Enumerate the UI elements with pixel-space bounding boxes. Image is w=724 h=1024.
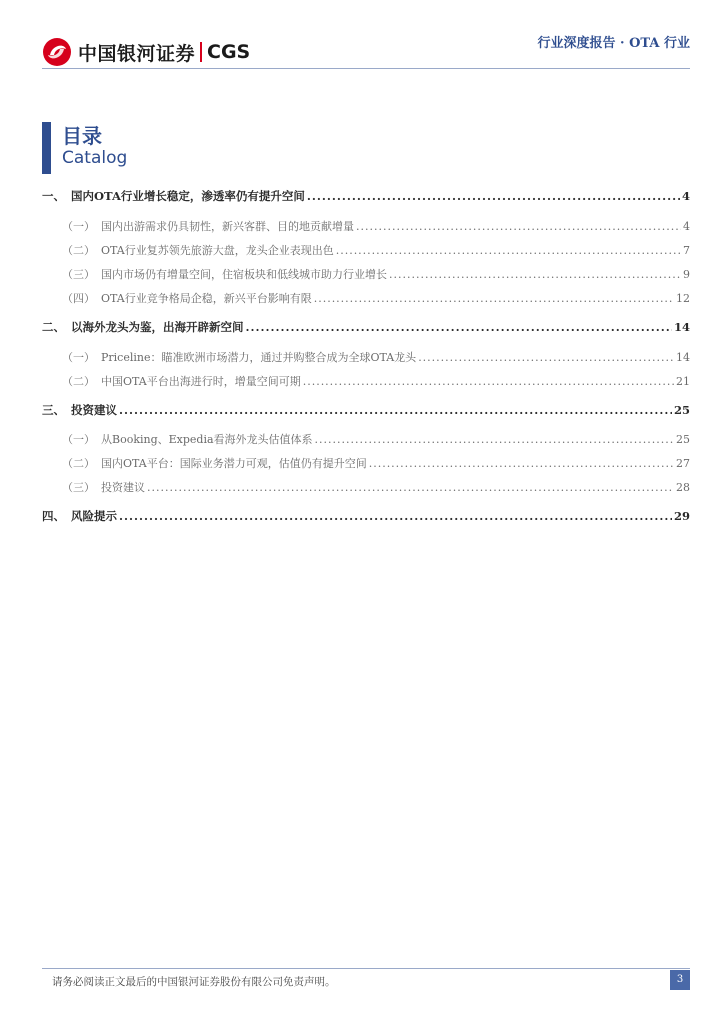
toc-number: （三） [62, 268, 95, 281]
toc-page: 7 [683, 244, 690, 257]
toc-page: 14 [673, 320, 690, 334]
toc-leader [119, 403, 672, 417]
toc-leader [369, 457, 674, 470]
footer-disclaimer: 请务必阅读正文最后的中国银河证券股份有限公司免责声明。 [52, 976, 336, 988]
page-number-badge: 3 [670, 970, 690, 990]
toc-number: （一） [62, 433, 95, 446]
logo-chinese-text: 中国银河证券 [78, 42, 196, 65]
toc-label: 国内出游需求仍具韧性，新兴客群、目的地贡献增量 [101, 220, 354, 233]
logo-english-text: CGS [207, 41, 251, 63]
toc-page: 27 [676, 457, 690, 470]
toc-page: 25 [676, 433, 690, 446]
title-accent-bar [42, 122, 51, 174]
toc-entry[interactable] [42, 479, 690, 499]
toc-entry[interactable] [42, 319, 690, 339]
toc-page: 4 [683, 220, 690, 233]
toc-leader [418, 351, 674, 364]
toc-number: （四） [62, 292, 95, 305]
toc-label: 从Booking、Expedia看海外龙头估值体系 [101, 433, 313, 446]
toc-page: 29 [673, 509, 690, 523]
footer-divider [42, 968, 690, 969]
toc-entry[interactable] [42, 242, 690, 262]
toc-page: 14 [676, 351, 690, 364]
toc-entry[interactable] [42, 373, 690, 393]
toc-page: 9 [683, 268, 690, 281]
toc-number: （一） [62, 220, 95, 233]
toc-leader [147, 481, 674, 494]
toc-leader [356, 220, 681, 233]
toc-entry[interactable] [42, 290, 690, 310]
toc-number: （三） [62, 481, 95, 494]
header-divider [42, 68, 690, 69]
toc-label: 风险提示 [71, 509, 117, 523]
toc-leader [246, 320, 672, 334]
toc-entry[interactable] [42, 508, 690, 528]
toc-number: （二） [62, 244, 95, 257]
toc-label: 国内市场仍有增量空间，住宿板块和低线城市助力行业增长 [101, 268, 387, 281]
catalog-title-en: Catalog [62, 148, 128, 168]
toc-label: OTA行业复苏领先旅游大盘，龙头企业表现出色 [101, 244, 334, 257]
toc-number: （二） [62, 375, 95, 388]
toc-leader [314, 292, 674, 305]
toc-leader [389, 268, 681, 281]
toc-page: 21 [676, 375, 690, 388]
toc-number: （一） [62, 351, 95, 364]
toc-label: Priceline：瞄准欧洲市场潜力，通过并购整合成为全球OTA龙头 [101, 351, 417, 364]
toc-page: 12 [676, 292, 690, 305]
toc-page: 28 [676, 481, 690, 494]
toc-label: 以海外龙头为鉴，出海开辟新空间 [71, 320, 244, 334]
toc-label: 投资建议 [71, 403, 117, 417]
report-tag: 行业深度报告 · OTA 行业 [537, 36, 690, 51]
toc-leader [315, 433, 674, 446]
toc-entry[interactable] [42, 349, 690, 369]
toc-entry[interactable] [42, 266, 690, 286]
toc-page: 25 [673, 403, 690, 417]
toc-number: （二） [62, 457, 95, 470]
toc-label: 中国OTA平台出海进行时，增量空间可期 [101, 375, 301, 388]
toc-entry[interactable] [42, 455, 690, 475]
toc-entry[interactable] [42, 431, 690, 451]
company-logo [42, 36, 250, 68]
cgs-logo-icon [42, 37, 72, 67]
toc-number: 一、 [42, 189, 65, 203]
catalog-title-cn: 目录 [62, 124, 102, 148]
page-header [0, 0, 724, 75]
toc-label: 国内OTA行业增长稳定，渗透率仍有提升空间 [71, 189, 305, 203]
toc-label: 国内OTA平台：国际业务潜力可观，估值仍有提升空间 [101, 457, 367, 470]
toc-number: 二、 [42, 320, 65, 334]
toc-number: 四、 [42, 509, 65, 523]
toc-page: 4 [681, 189, 690, 203]
toc-leader [336, 244, 681, 257]
toc-leader [307, 189, 680, 203]
toc-number: 三、 [42, 403, 65, 417]
toc-entry[interactable] [42, 402, 690, 422]
toc-label: OTA行业竞争格局企稳，新兴平台影响有限 [101, 292, 312, 305]
toc-leader [119, 509, 672, 523]
toc-entry[interactable] [42, 218, 690, 238]
toc-entry[interactable] [42, 188, 690, 208]
toc-leader [303, 375, 674, 388]
logo-separator [200, 42, 202, 62]
toc-label: 投资建议 [101, 481, 145, 494]
